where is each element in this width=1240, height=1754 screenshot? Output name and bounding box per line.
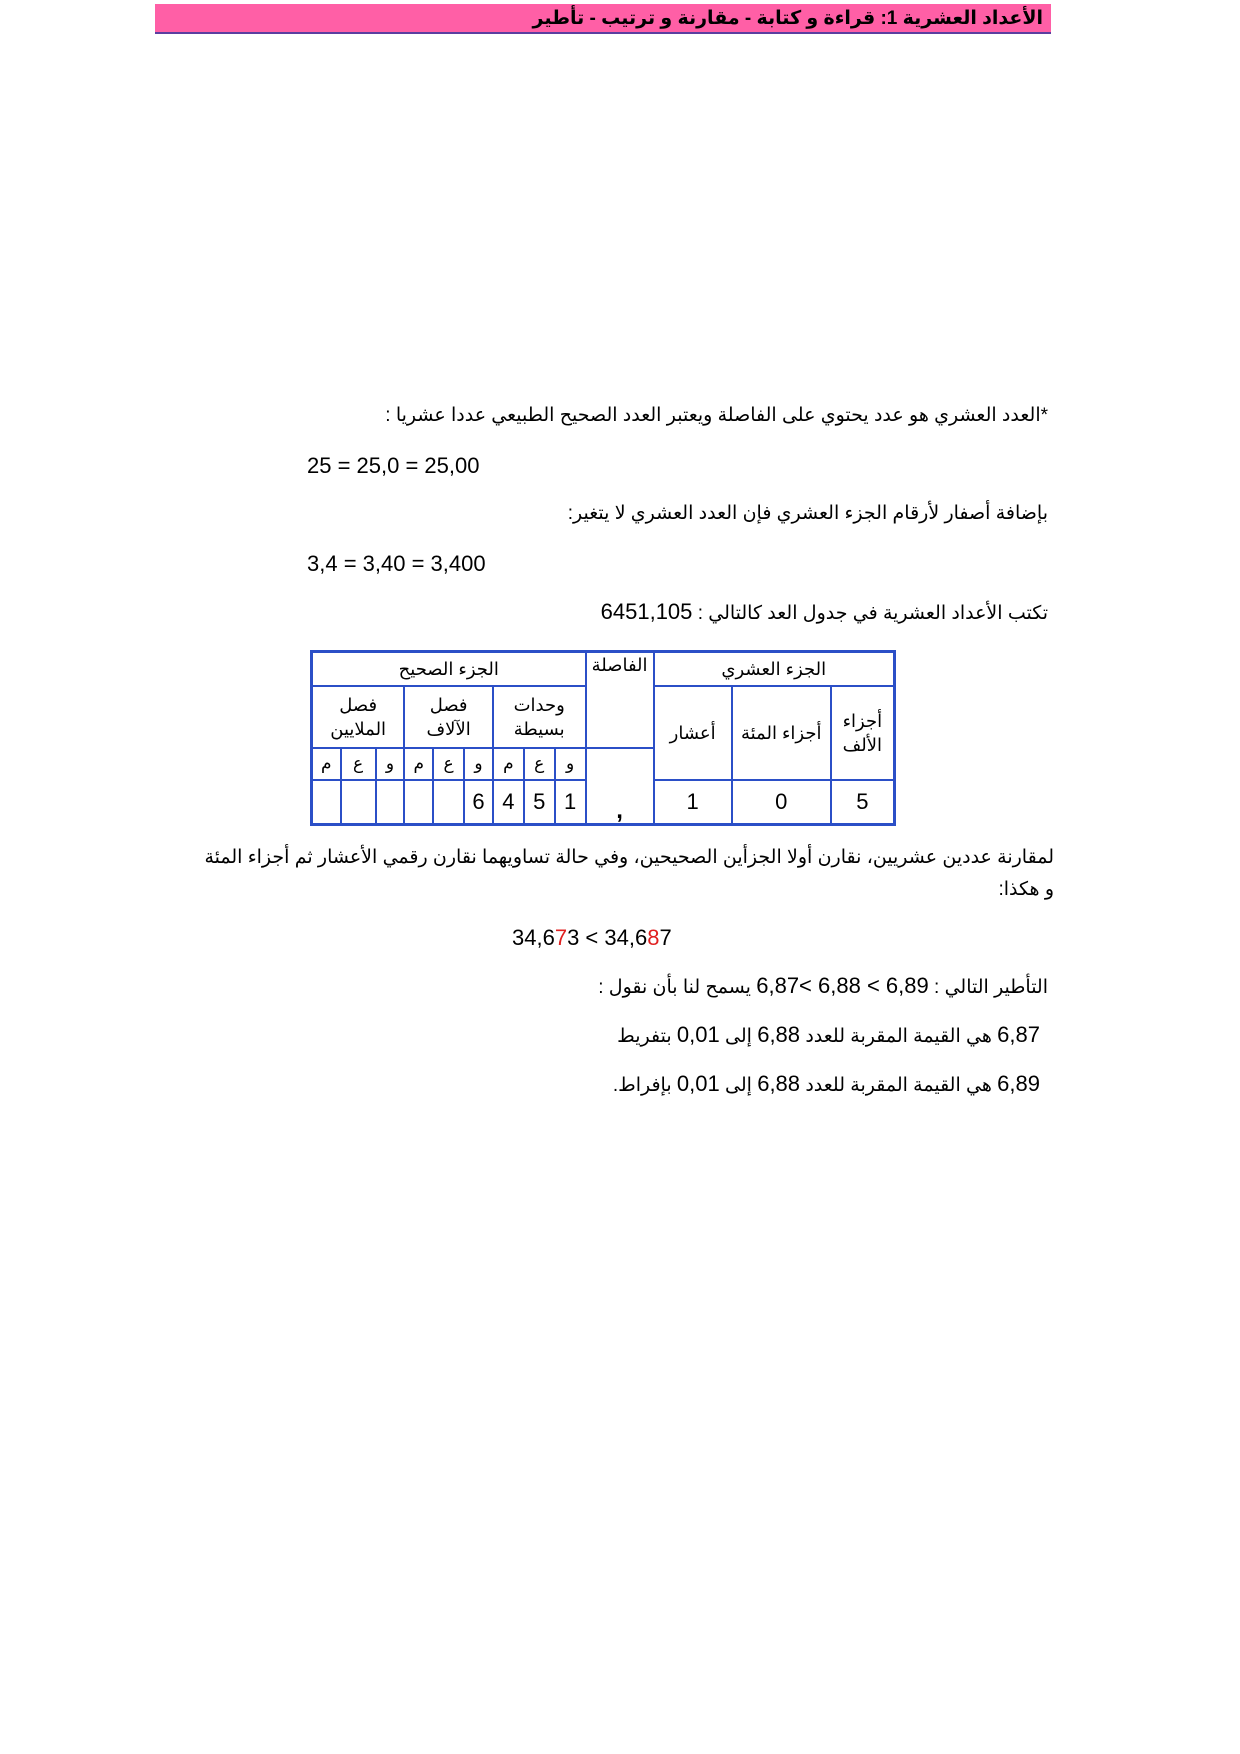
millions-class: فصل الملايين <box>312 686 405 748</box>
approx-upper-num2: 6,88 <box>757 1071 801 1096</box>
approx-lower-to: إلى <box>725 1026 752 1047</box>
framing-line <box>598 973 1048 999</box>
framing-tail: يسمح لنا بأن نقول : <box>598 977 751 998</box>
sub-units: و <box>555 748 586 780</box>
approx-upper-end: بإفراط. <box>612 1075 672 1096</box>
compare-left-a: 34,6 <box>512 925 555 950</box>
compare-right-red: 8 <box>647 925 660 950</box>
example-25: 25 = 25,0 = 25,00 <box>307 453 480 478</box>
sub-thousand-hundreds: م <box>404 748 433 780</box>
digit-tenths: 1 <box>654 780 732 824</box>
framing-expr: 6,87< 6,88 < 6,89 <box>756 973 929 998</box>
place-value-table <box>310 650 896 826</box>
sub-thousand-units: و <box>464 748 493 780</box>
sub-tens: ع <box>524 748 555 780</box>
digit-hundredths: 0 <box>732 780 831 824</box>
compare-rule-cont: و هكذا: <box>998 879 1054 900</box>
approx-upper-num: 6,89 <box>997 1071 1040 1096</box>
thousandths-header: أجزاء الألف <box>831 686 895 781</box>
approx-lower-end: بتفريط <box>617 1026 672 1047</box>
digit-tens: 5 <box>524 780 555 824</box>
digit-million-hundreds <box>312 780 341 824</box>
approx-upper-to: إلى <box>725 1075 752 1096</box>
table-intro <box>601 599 1048 625</box>
approx-upper-num3: 0,01 <box>676 1071 720 1096</box>
compare-right-b: 7 <box>659 925 672 950</box>
approx-lower-num3: 0,01 <box>676 1022 720 1047</box>
sub-million-units: و <box>376 748 405 780</box>
approx-lower-line <box>617 1022 1040 1048</box>
compare-left-red: 7 <box>554 925 568 950</box>
approx-upper-text: هي القيمة المقربة للعدد <box>805 1075 992 1096</box>
table-intro-number: 6451,105 <box>600 599 693 624</box>
definition-text: *العدد العشري هو عدد يحتوي على الفاصلة ويعتبر العدد الصحيح الطبيعي عددا عشريا : <box>385 405 1048 426</box>
digit-hundreds: 4 <box>493 780 524 824</box>
comma-cell: , <box>586 748 654 824</box>
zeros-rule-text: بإضافة أصفار لأرقام الجزء العشري فإن العدد العشري لا يتغير: <box>567 503 1048 524</box>
approx-lower-text: هي القيمة المقربة للعدد <box>805 1026 992 1047</box>
decimal-part-header: الجزء العشري <box>654 652 895 686</box>
digit-thousandths: 5 <box>831 780 895 824</box>
sub-thousand-tens: ع <box>433 748 464 780</box>
compare-left-b: 3 < 34,6 <box>567 925 648 950</box>
sub-million-tens: ع <box>341 748 376 780</box>
simple-units-class: وحدات بسيطة <box>493 686 586 748</box>
hundredths-header: أجزاء المئة <box>732 686 831 781</box>
digit-thousand-units: 6 <box>464 780 493 824</box>
digit-units: 1 <box>555 780 586 824</box>
thousands-class: فصل الآلاف <box>404 686 493 748</box>
comma-column-header: الفاصلة <box>586 652 654 749</box>
approx-upper-line <box>613 1071 1040 1097</box>
digit-million-tens <box>341 780 376 824</box>
compare-rule: لمقارنة عددين عشريين، نقارن أولا الجزأين الصحيحين، وفي حالة تساويهما نقارن رقمي الأعشار ثم أجزاء المئة <box>204 847 1054 868</box>
integer-part-header: الجزء الصحيح <box>312 652 586 686</box>
page-title: الأعداد العشرية 1: قراءة و كتابة - مقارنة و ترتيب - تأطير <box>532 8 1043 29</box>
digit-thousand-tens <box>433 780 464 824</box>
framing-lead: التأطير التالي : <box>934 977 1048 998</box>
comparison-example <box>512 925 672 951</box>
approx-lower-num: 6,87 <box>997 1022 1040 1047</box>
sub-million-hundreds: م <box>312 748 341 780</box>
approx-lower-num2: 6,88 <box>757 1022 801 1047</box>
digit-thousand-hundreds <box>404 780 433 824</box>
table-intro-text: تكتب الأعداد العشرية في جدول العد كالتالي : <box>697 603 1048 624</box>
digit-million-units <box>376 780 405 824</box>
page-header-bar <box>155 4 1051 34</box>
sub-hundreds: م <box>493 748 524 780</box>
example-3-4: 3,4 = 3,40 = 3,400 <box>307 551 486 576</box>
tenths-header: أعشار <box>654 686 732 781</box>
